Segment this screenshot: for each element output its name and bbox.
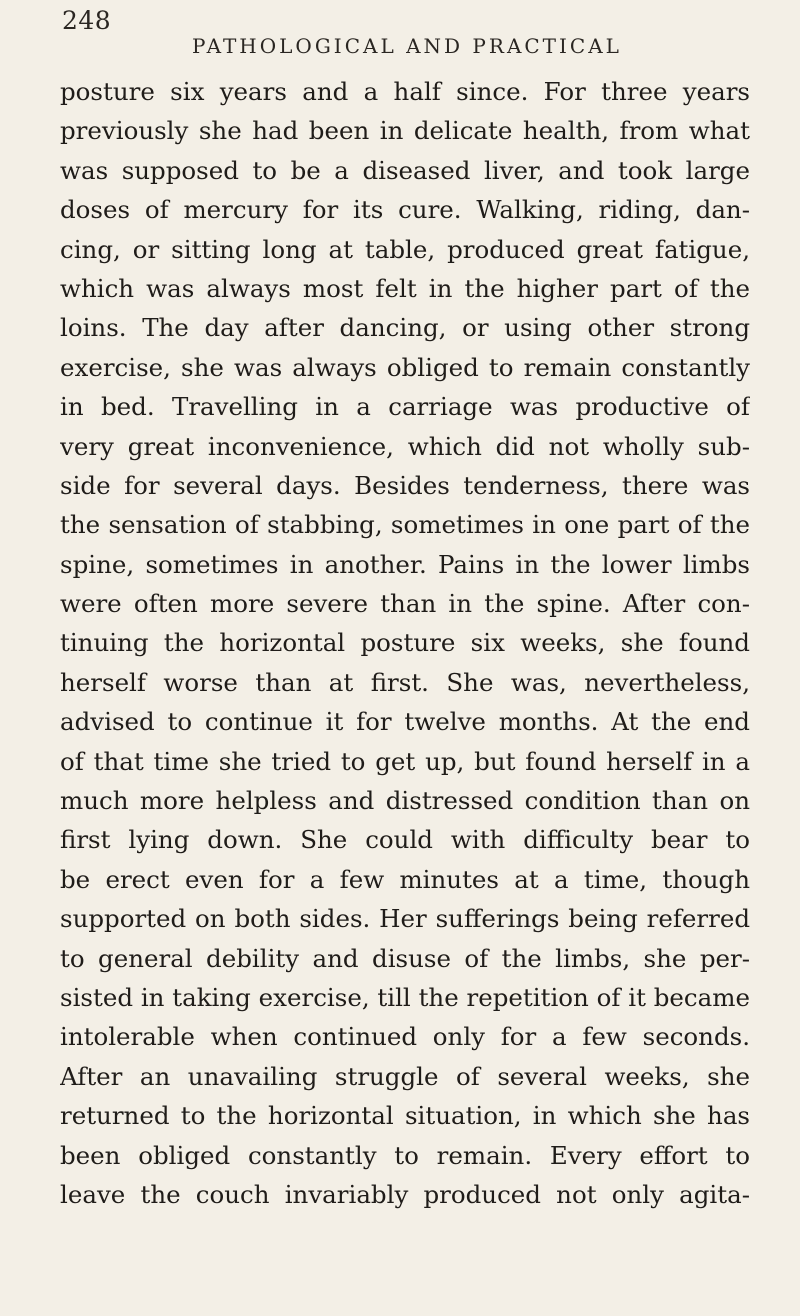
body-text — [60, 72, 750, 1214]
text-line: been obliged constantly to remain. Every effort to — [60, 1140, 750, 1170]
text-line: previously she had been in delicate health, from what — [60, 116, 750, 146]
text-line: After an unavailing struggle of several weeks, she — [60, 1061, 750, 1091]
text-line: the sensation of stabbing, sometimes in one part of the — [60, 510, 750, 540]
text-line: of that time she tried to get up, but found herself in a — [60, 746, 750, 776]
text-line: side for several days. Besides tenderness, there was — [60, 470, 750, 500]
text-line: leave the couch invariably produced not only agita- — [60, 1179, 750, 1209]
text-line: posture six years and a half since. For three years — [60, 77, 750, 106]
running-head: PATHOLOGICAL AND PRACTICAL — [192, 34, 622, 58]
text-line: were often more severe than in the spine. After con- — [60, 589, 750, 619]
text-line: returned to the horizontal situation, in which she has — [60, 1101, 750, 1131]
text-line: was supposed to be a diseased liver, and took large — [60, 155, 750, 185]
text-line: cing, or sitting long at table, produced great fatigue, — [60, 234, 750, 264]
text-line: supported on both sides. Her sufferings being referred — [60, 904, 750, 934]
page-number: 248 — [62, 6, 112, 35]
text-line: spine, sometimes in another. Pains in the lower limbs — [60, 549, 750, 579]
text-line: be erect even for a few minutes at a time, though — [60, 864, 750, 894]
text-line: very great inconvenience, which did not wholly sub- — [60, 431, 750, 461]
text-line: in bed. Travelling in a carriage was productive of — [60, 392, 750, 422]
text-line: first lying down. She could with difficulty bear to — [60, 825, 750, 855]
text-line: intolerable when continued only for a few seconds. — [60, 1022, 750, 1052]
text-line: herself worse than at first. She was, nevertheless, — [60, 667, 750, 697]
text-line: much more helpless and distressed condition than on — [60, 786, 750, 816]
text-line: exercise, she was always obliged to remain constantly — [60, 352, 750, 382]
text-line: to general debility and disuse of the limbs, she per- — [60, 943, 750, 973]
text-line: sisted in taking exercise, till the repetition of it became — [60, 982, 750, 1012]
text-line: tinuing the horizontal posture six weeks, she found — [60, 628, 750, 658]
text-line: loins. The day after dancing, or using other strong — [60, 313, 750, 343]
text-line: doses of mercury for its cure. Walking, riding, dan- — [60, 195, 750, 225]
text-line: advised to continue it for twelve months. At the end — [60, 707, 750, 737]
text-line: which was always most felt in the higher part of the — [60, 273, 750, 303]
